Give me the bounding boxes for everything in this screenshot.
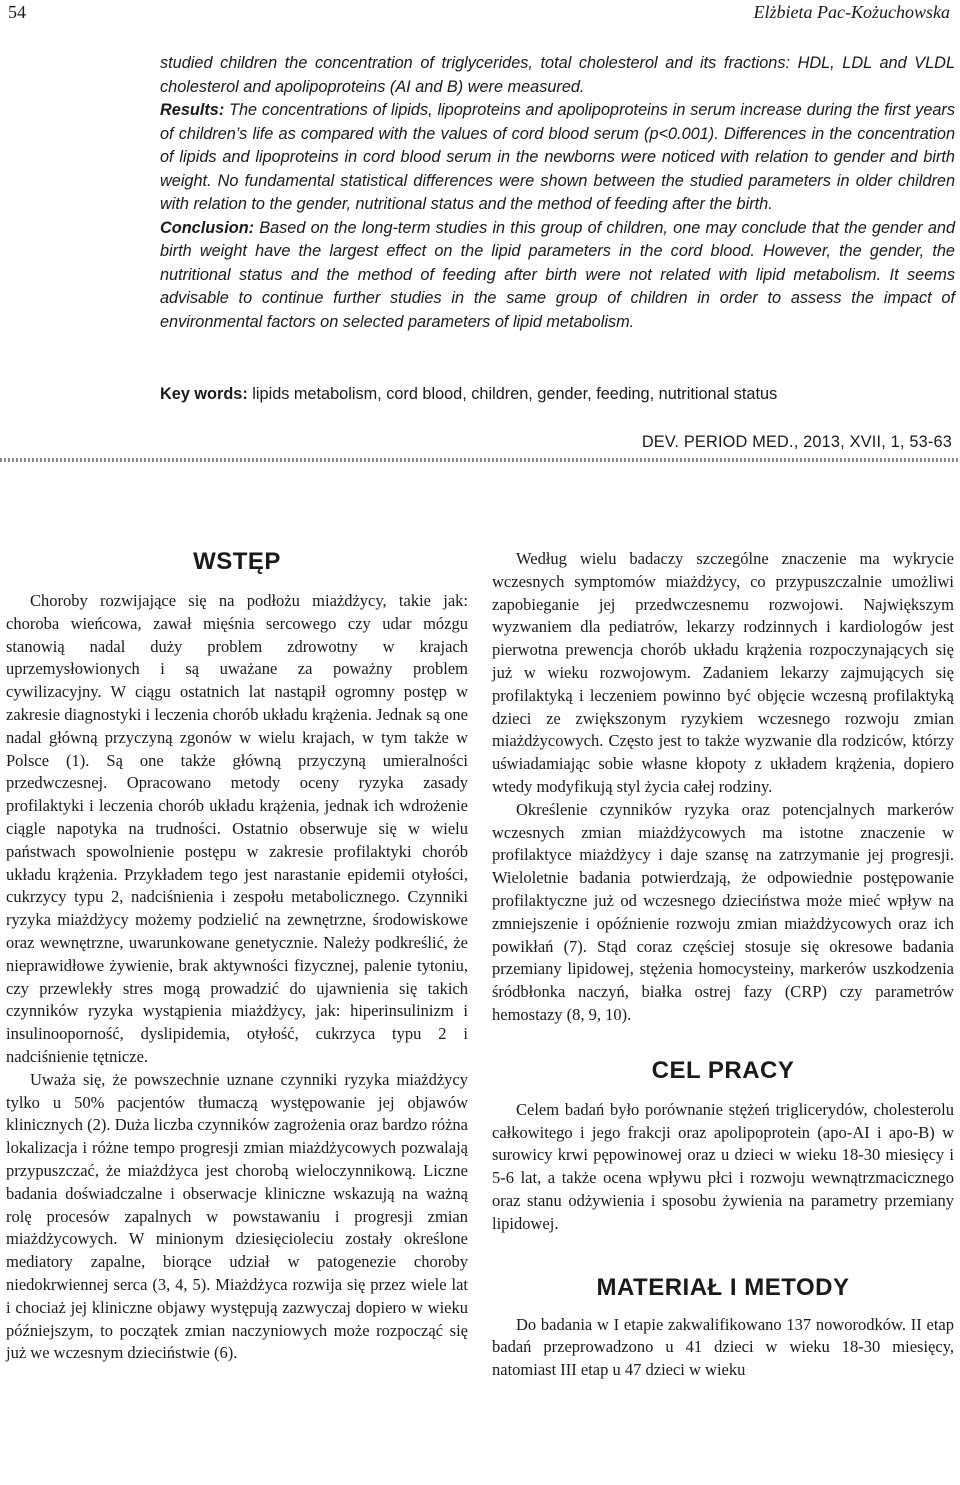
section-heading-wstep: WSTĘP (193, 548, 281, 575)
abstract-intro: studied children the concentration of triglycerides, total cholesterol and its fractions: HDL, LDL and VLDL cholesterol and apolipoproteins (AI and B) were measured. (160, 54, 955, 96)
section-heading-material-i-metody: MATERIAŁ I METODY (596, 1273, 850, 1301)
running-head-author: Elżbieta Pac-Kożuchowska (753, 2, 950, 22)
section-heading-cel-pracy: CEL PRACY (651, 1056, 795, 1084)
paragraph: Według wielu badaczy szczególne znaczenie ma wykrycie wczesnych symptomów miażdżycy, co przypuszczalnie umożliwi zapobieganie jej przedwczesnemu rozwojowi. Największym wyzwaniem dla pediatrów, lekarzy rodzinnych i kardiologów jest pierwotna prewencja chorób układu krążenia rozpoczynających się już w wieku rozwojowym. Zadaniem lekarzy zajmujących się profilaktyką i leczeniem powinno być objęcie wczesną profilaktyką dzieci ze zwiększonym ryzykiem wczesnego rozwoju zmian miażdżycowych. Często jest to także wyzwanie dla rodziców, którzy uświadamiając sobie własne kłopoty z układem krążenia, dopiero wtedy modyfikują styl życia całej rodziny. (492, 549, 954, 796)
left-column (6, 548, 468, 1365)
abstract (160, 52, 955, 334)
abstract-conclusion (160, 217, 955, 335)
paragraph: Uważa się, że powszechnie uznane czynniki ryzyka miażdżycy tylko u 50% pacjentów tłumaczą występowanie jej objawów klinicznych (2). Duża liczba czynników zagrożenia oraz bardzo różna lokalizacja i różne tempo progresji zmian miażdżycowych pozwalają przypuszczać, że miażdżyca jest chorobą wieloczynnikową. Liczne badania doświadczalne i obserwacje kliniczne wskazują na ważną rolę procesów zapalnych w powstawaniu i progresji zmian miażdżycowych. W minionym dziesięcioleciu zostały określone mediatory zapalne, biorące udział w patogenezie choroby niedokrwiennej serca (3, 4, 5). Miażdżyca rozwija się przez wiele lat i chociaż jej kliniczne objawy występują zazwyczaj dopiero w wieku późniejszym, to początek zmian naczyniowych może rozpocząć się już we wczesnym dzieciństwie (6). (6, 1069, 468, 1363)
paragraph: Choroby rozwijające się na podłożu miażdżycy, takie jak: choroba wieńcowa, zawał mięśnia sercowego czy udar mózgu stanowią nadal duży problem zdrowotny w krajach uprzemysłowionych i są uważane za poważny problem cywilizacyjny. W ciągu ostatnich lat nastąpił ogromny postęp w zakresie diagnostyki i leczenia chorób układu krążenia. Jednak są one nadal główną przyczyną zgonów w wielu krajach, w tym także w Polsce (1). Są one także główną przyczyną umieralności przedwczesnej. Opracowano metody oceny ryzyka zasady profilaktyki i leczenia chorób układu krążenia, jednak ich wdrożenie ciągle napotyka na trudności. Ostatnio obserwuje się w wielu państwach spowolnienie postępu w zakresie profilaktyki chorób układu krążenia. Przykładem tego jest narastanie epidemii otyłości, cukrzycy typu 2, nadciśnienia i zespołu metabolicznego. Czynniki ryzyka miażdżycy możemy podzielić na zewnętrzne, środowiskowe oraz wewnętrzne, uwarunkowane genetycznie. Należy podkreślić, że nieprawidłowe żywienie, brak aktywności fizycznej, palenie tytoniu, czy przewlekły stres mogą prowadzić do ujawnienia się takich czynników ryzyka wystąpienia miażdżycy, jak: hiperinsulinizm i insulinooporność, dyslipidemia, otyłość, cukrzyca typu 2 i nadciśnienie tętnicze. (6, 591, 468, 1066)
paragraph: Określenie czynników ryzyka oraz potencjalnych markerów wczesnych zmian miażdżycowych ma istotne znaczenie w profilaktyce miażdżycy i daje szansę na zatrzymanie jej progresji. Wieloletnie badania potwierdzają, że odpowiednie postępowanie profilaktyczne już od wczesnego dzieciństwa może mieć wpływ na zmniejszenie i opóźnienie rozwoju zmian miażdżycowych oraz ich powikłań (7). Stąd coraz częściej stosuje się okresowe badania przemiany lipidowej, stężenia homocysteiny, markerów uszkodzenia śródbłonka naczyń, białka ostrej fazy (CRP) czy parametrów hemostazy (8, 9, 10). (492, 799, 954, 1024)
page-number: 54 (8, 2, 26, 22)
abstract-results (160, 99, 955, 217)
paragraph: Celem badań było porównanie stężeń triglicerydów, cholesterolu całkowitego i jego frakcji oraz apolipoprotein (apo-AI i apo-B) w surowicy krwi pępowinowej oraz u dzieci w wieku 18-30 miesięcy i 5-6 lat, a także ocena wpływu płci i rozwoju wewnątrzmacicznego oraz stanu odżywienia i sposobu żywienia na parametry przemiany lipidowej. (492, 1099, 954, 1233)
conclusion-label: Conclusion: (160, 218, 255, 237)
right-column (492, 548, 954, 1382)
journal-citation: DEV. PERIOD MED., 2013, XVII, 1, 53-63 (641, 433, 952, 451)
results-label: Results: (160, 101, 225, 119)
page-header (0, 0, 960, 30)
keywords (160, 382, 955, 406)
paragraph: Do badania w I etapie zakwalifikowano 137 noworodków. II etap badań przeprowadzono u 41 dzieci w wieku 18-30 miesięcy, natomiast III etap u 47 dzieci w wieku (492, 1314, 954, 1380)
keywords-text: lipids metabolism, cord blood, children, gender, feeding, nutritional status (247, 385, 778, 403)
keywords-label: Key words: (160, 385, 248, 403)
conclusion-text: Based on the long-term studies in this group of children, one may conclude that the gender and birth weight have the largest effect on the lipid parameters in the cord blood. However, the gender, the nutritional status and the method of feeding after birth were not related with lipid metabolism. It seems advisable to continue further studies in the same group of children in order to assess the impact of environmental factors on selected parameters of lipid metabolism. (160, 218, 955, 331)
results-text: The concentrations of lipids, lipoproteins and apolipoproteins in serum increase during the first years of children’s life as compared with the values of cord blood serum (p<0.001). Differences in the concentration of lipids and lipoproteins in cord blood serum in the newborns were noticed with relation to gender and birth weight. No fundamental statistical differences were shown between the studied parameters in older children with relation to the gender, nutritional status and the method of feeding after the birth. (160, 101, 955, 213)
dotted-divider (0, 458, 960, 462)
